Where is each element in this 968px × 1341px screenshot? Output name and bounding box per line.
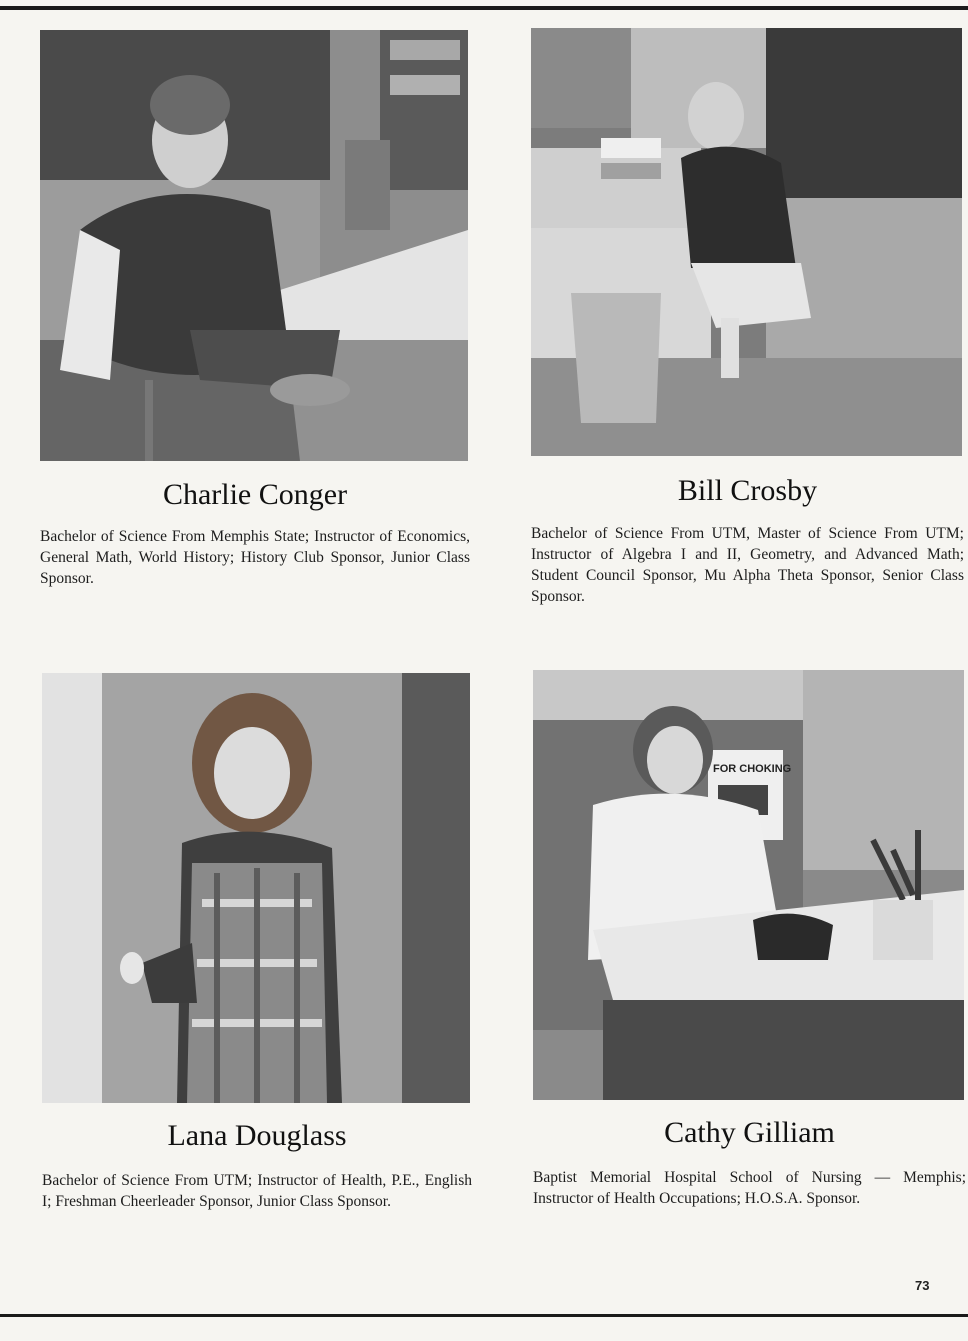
teacher-bio: Bachelor of Science From UTM, Master of Science From UTM; Instructor of Algebra I and II, Geometry, and Advanced Math; Student Council Sponsor, Mu Alpha Theta Sponsor, Senior Class Sponsor. <box>531 525 964 605</box>
teacher-photo <box>533 670 964 1100</box>
choking-poster-text: FOR CHOKING <box>713 763 792 775</box>
page-number: 73 <box>915 1278 930 1293</box>
teacher-bio: Baptist Memorial Hospital School of Nursing — Memphis; Instructor of Health Occupations; H.O.S.A. Sponsor. <box>533 1169 966 1207</box>
teacher-card-bill-crosby <box>531 28 964 618</box>
teacher-name: Cathy Gilliam <box>664 1116 835 1149</box>
teacher-photo <box>42 673 470 1103</box>
teacher-card-lana-douglass <box>42 673 472 1243</box>
teacher-photo <box>40 30 468 461</box>
teacher-card-charlie-conger <box>40 30 470 610</box>
teacher-bio: Bachelor of Science From UTM; Instructor of Health, P.E., English I; Freshman Cheerleader Sponsor, Junior Class Sponsor. <box>42 1172 472 1210</box>
teacher-photo <box>531 28 962 456</box>
bottom-rule <box>0 1314 968 1317</box>
teacher-bio: Bachelor of Science From Memphis State; Instructor of Economics, General Math, World History; History Club Sponsor, Junior Class Sponsor. <box>40 528 470 587</box>
teacher-name: Bill Crosby <box>677 474 818 507</box>
teacher-name: Lana Douglass <box>167 1119 347 1152</box>
teacher-card-cathy-gilliam <box>533 670 966 1240</box>
teacher-name: Charlie Conger <box>162 478 348 511</box>
top-rule <box>0 6 968 10</box>
